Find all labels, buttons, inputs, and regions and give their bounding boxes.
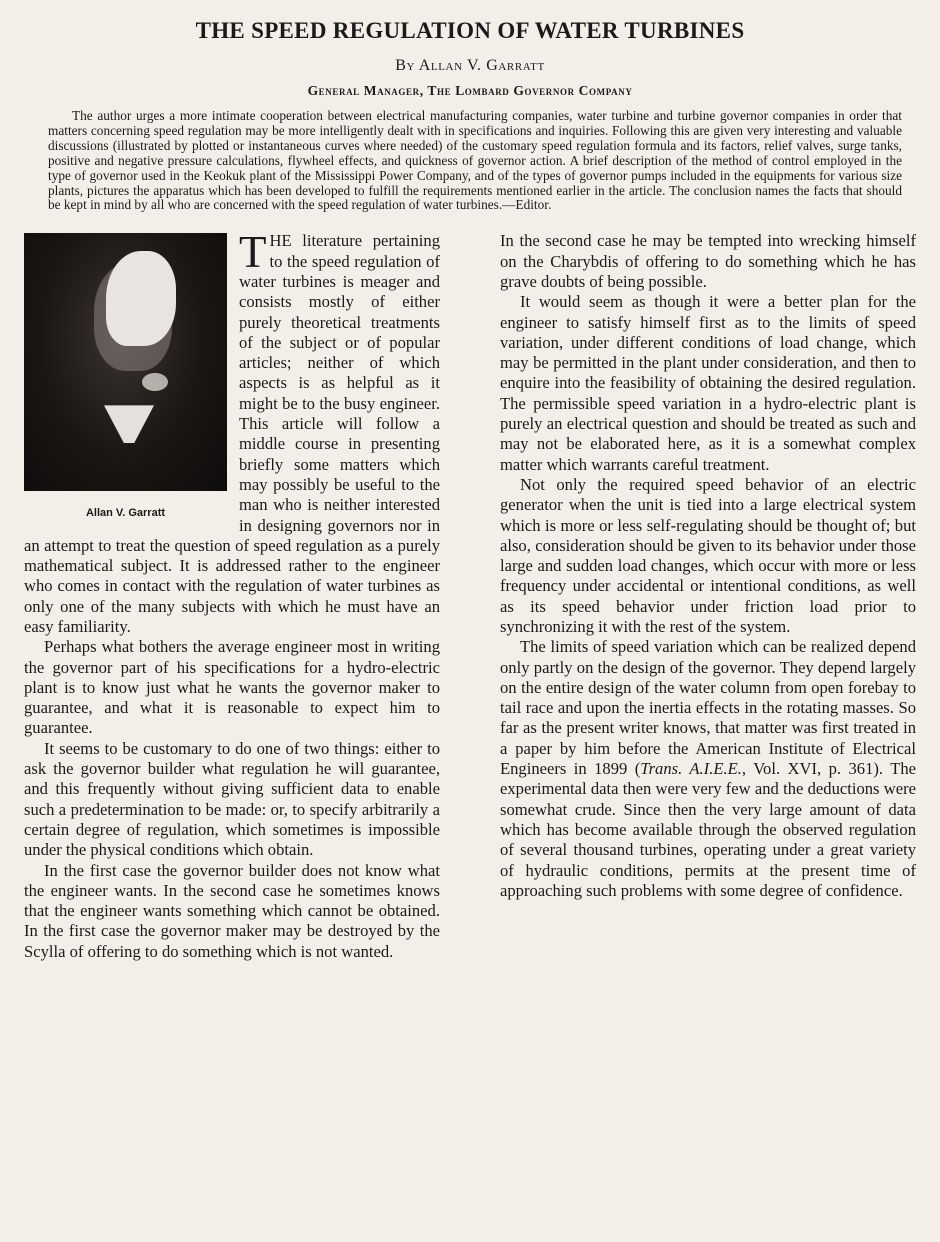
article-title: THE SPEED REGULATION OF WATER TURBINES — [195, 18, 745, 43]
paragraph: It would seem as though it were a better plan for the engineer to satisfy himself first as to the limits of speed variation, under different conditions of load change, which may be permitted in the plant under consideration, and then to enquire into the feasibility of obtaining the desired regulation. The permissible speed variation in a hydro-electric plant is purely an electrical question and should be treated as such and may not be elaborated here, as it is a somewhat complex matter which warrants careful treatment. — [500, 292, 916, 474]
paragraph: It seems to be customary to do one of two things: either to ask the governor builder what regulation he will guarantee, and this frequently without giving sufficient data to enable such a predetermination to be made: or, to specify arbitrarily a certain degree of regulation, which sometimes is impossible under the physical conditions which obtain. — [24, 738, 440, 860]
article-body — [24, 227, 916, 962]
paragraph-text: , Vol. XVI, p. 361). The experimental data then were very few and the deductions were somewhat crude. Since then the very large amount of data which has become available through the observed regulation of several thousand turbines, operating under a great variety of hydraulic conditions, permits at the present time of approaching such problems with some degree of confidence. — [500, 759, 916, 900]
paragraph — [500, 637, 916, 901]
paragraph-intro-text: HE literature pertaining to the speed regulation of water turbines is meager and consists mostly of either purely theoretical treatments of the subject or of popular articles; neither of which aspects is as helpful as it might be to the busy engineer. This article will follow a middle course in presenting briefly some matters which may possibly be useful to the man who is neither interested in designing governors nor in an attempt to treat the question of speed regulation as a purely mathematical subject. It is addressed rather to the engineer who comes in contact with the regulation of water turbines as only one of the many subjects with which he must have an easy familiarity. — [24, 231, 440, 636]
paragraph: Not only the required speed behavior of an electric generator when the unit is tied into a large electrical system which is more or less self-regulating should be thought of; but also, consideration should be given to its behavior under those large and sudden load changes, which occur with more or less frequency under accidental or intentional conditions, as well as its speed behavior under friction load prior to synchronizing it with the rest of the system. — [500, 474, 916, 636]
citation: Trans. A.I.E.E. — [640, 759, 742, 779]
author-byline: By Allan V. Garratt — [395, 57, 545, 74]
paragraph: In the first case the governor builder does not know what the engineer wants. In the second case he sometimes knows that the engineer wants something which cannot be obtained. In the first case the governor maker may be destroyed by the Scylla of offering to do something which is not wanted. — [24, 860, 440, 961]
drop-cap: T — [239, 227, 267, 278]
author-portrait — [24, 233, 227, 523]
editor-abstract: The author urges a more intimate cooperation between electrical manufacturing companies, water turbine and turbine governor companies in order that matters concerning speed regulation may be more intelligently dealt with in specifications and inquiries. Following this are given very interesting and valuable discussions (illustrated by plotted or instantaneous curves where needed) of the customary speed regulation formula and its factors, relief valves, surge tanks, positive and negative pressure calculations, flywheel effects, and quickness of governor action. A brief description of the method of control employed in the type of governor used in the Keokuk plant of the Mississippi Power Company, and of the types of governor pumps included in the equipments for various size plants, pictures the apparatus which has been developed to fulfill the requirements mentioned earlier in the article. The conclusion names the facts that should be kept in mind by all who are concerned with the speed regulation of water turbines.—Editor. — [48, 108, 902, 213]
portrait-photo — [24, 233, 227, 491]
left-column — [24, 227, 440, 962]
paragraph: In the second case he may be tempted into wrecking himself on the Charybdis of offering to do something which he has grave doubts of being possible. — [500, 231, 916, 291]
author-affiliation: General Manager, The Lombard Governor Company — [307, 83, 633, 98]
paragraph-text: The limits of speed variation which can be realized depend only partly on the design of the governor. They depend largely on the entire design of the water column from open forebay to tail race and upon the inertia effects in the rotating masses. So far as the present writer knows, that matter was first treated in a paper by him before the American Institute of Electrical Engineers in 1899 ( — [500, 637, 916, 779]
paragraph: Perhaps what bothers the average engineer most in writing the governor part of his specifications for a hydro-electric plant is to know just what he wants the governor maker to guarantee, and what it is reasonable to expect him to guarantee. — [24, 637, 440, 738]
right-column — [500, 231, 916, 962]
portrait-caption: Allan V. Garratt — [85, 507, 166, 520]
